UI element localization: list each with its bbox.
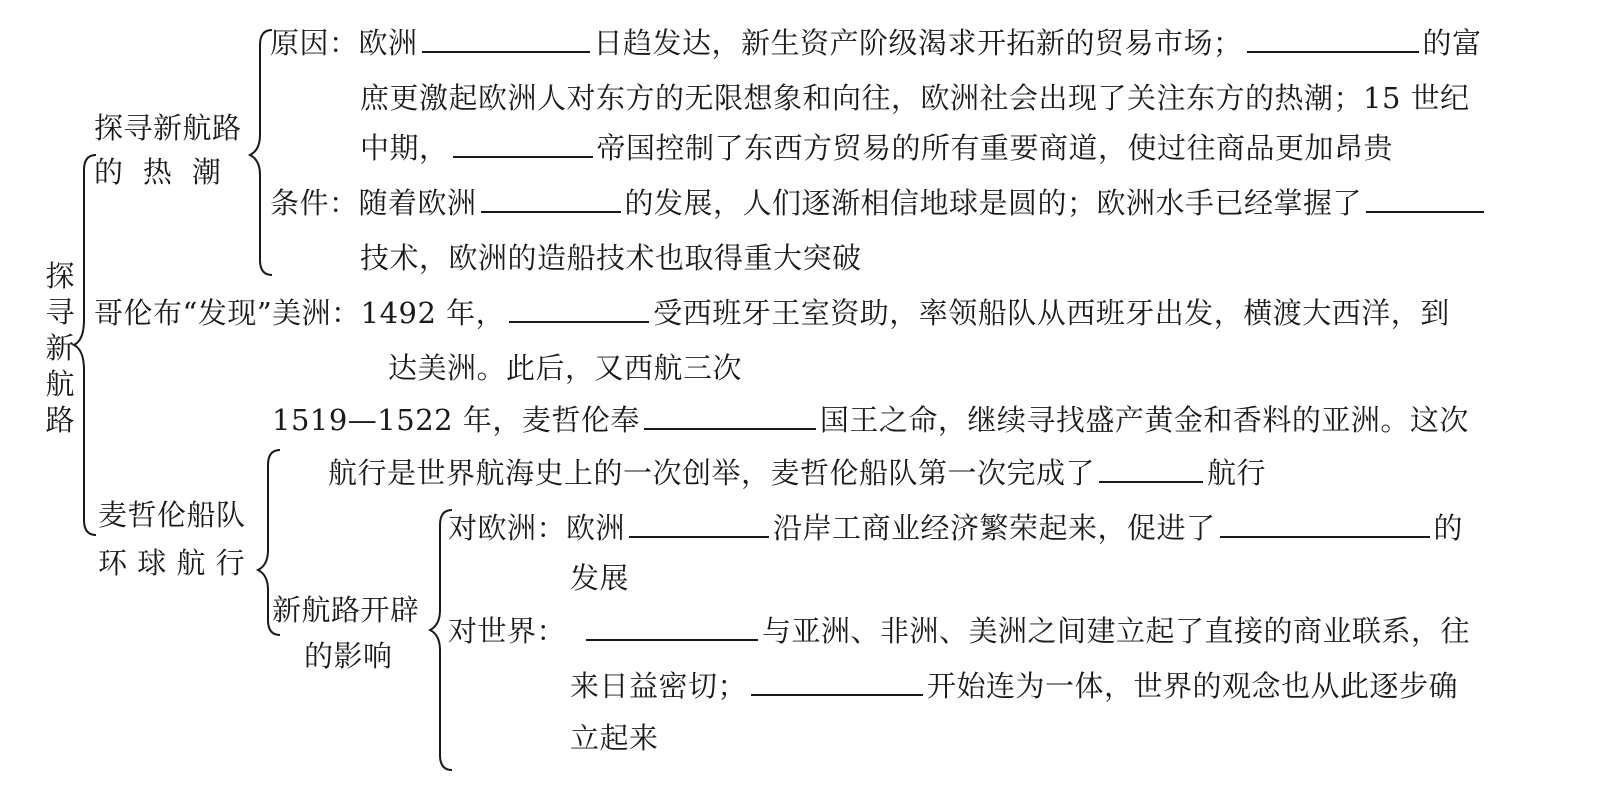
blank-field[interactable] xyxy=(644,402,816,430)
magellan-title-line1: 麦哲伦船队 xyxy=(98,498,246,532)
blank-field[interactable] xyxy=(751,668,923,696)
world-label: 对世界： xyxy=(448,614,567,648)
europe-text-1a: 欧洲 xyxy=(566,511,626,545)
cause-line-1 xyxy=(270,25,1482,61)
impact-title-line1: 新航路开辟 xyxy=(272,593,420,627)
europe-label: 对欧洲： xyxy=(448,511,567,545)
columbus-label: 哥伦布“发现”美洲： xyxy=(94,296,361,330)
cause-line-2: 庶更激起欧洲人对东方的无限想象和向往，欧洲社会出现了关注东方的热潮；15 世纪 xyxy=(360,81,1470,115)
magellan-text-1b: 国王之命，继续寻找盛产黄金和香料的亚洲。这次 xyxy=(819,403,1469,437)
blank-field[interactable] xyxy=(586,613,758,641)
world-line-3: 立起来 xyxy=(570,721,659,755)
cause-text-1c: 的富 xyxy=(1422,26,1482,60)
hot-title-line1: 探寻新航路 xyxy=(94,111,242,145)
condition-label: 条件： xyxy=(270,186,359,220)
blank-field[interactable] xyxy=(1366,185,1484,213)
world-text-2b: 开始连为一体，世界的观念也从此逐步确 xyxy=(927,669,1459,703)
condition-text-1b: 的发展，人们逐渐相信地球是圆的；欧洲水手已经掌握了 xyxy=(624,186,1363,220)
magellan-text-2b: 航行 xyxy=(1207,456,1267,490)
cause-line-3 xyxy=(360,130,1393,166)
columbus-text-1b: 受西班牙王室资助，率领船队从西班牙出发，横渡大西洋，到 xyxy=(653,296,1450,330)
blank-field[interactable] xyxy=(422,25,590,53)
magellan-line-1 xyxy=(272,402,1469,438)
blank-field[interactable] xyxy=(509,295,649,323)
blank-field[interactable] xyxy=(453,130,593,158)
cause-label: 原因： xyxy=(270,26,359,60)
condition-text-1a: 随着欧洲 xyxy=(358,186,477,220)
columbus-line-1 xyxy=(94,295,1450,331)
europe-line-2: 发展 xyxy=(570,561,630,595)
blank-field[interactable] xyxy=(1247,25,1419,53)
world-line-1 xyxy=(448,613,1470,649)
cause-text-3a: 中期， xyxy=(360,131,449,165)
magellan-text-1a: 1519—1522 年，麦哲伦奉 xyxy=(272,403,640,437)
europe-text-1b: 沿岸工商业经济繁荣起来，促进了 xyxy=(773,511,1216,545)
cause-text-1a: 欧洲 xyxy=(358,26,418,60)
condition-line-1 xyxy=(270,185,1488,221)
columbus-text-1a: 1492 年， xyxy=(360,296,506,330)
magellan-title-line2: 环 球 航 行 xyxy=(98,546,246,580)
magellan-text-2a: 航行是世界航海史上的一次创举，麦哲伦船队第一次完成了 xyxy=(328,456,1096,490)
cause-text-1b: 日趋发达，新生资产阶级渴求开拓新的贸易市场； xyxy=(593,26,1243,60)
blank-field[interactable] xyxy=(629,510,769,538)
blank-field[interactable] xyxy=(1220,510,1430,538)
hot-brace xyxy=(250,30,272,275)
condition-line-2: 技术，欧洲的造船技术也取得重大突破 xyxy=(360,241,862,275)
europe-line-1 xyxy=(448,510,1463,546)
columbus-line-2: 达美洲。此后，又西航三次 xyxy=(388,351,743,385)
impact-title-line2: 的影响 xyxy=(304,639,393,673)
world-line-2 xyxy=(570,668,1458,704)
europe-text-1c: 的 xyxy=(1433,511,1464,545)
world-text-1: 与亚洲、非洲、美洲之间建立起了直接的商业联系，往 xyxy=(762,614,1471,648)
blank-field[interactable] xyxy=(481,185,621,213)
cause-text-3b: 帝国控制了东西方贸易的所有重要商道，使过往商品更加昂贵 xyxy=(596,131,1394,165)
root-title: 探寻新航路 xyxy=(45,259,75,437)
magellan-line-2 xyxy=(328,455,1266,491)
blank-field[interactable] xyxy=(1099,455,1203,483)
hot-title-line2: 的 热 潮 xyxy=(94,155,222,189)
world-text-2a: 来日益密切； xyxy=(570,669,748,703)
